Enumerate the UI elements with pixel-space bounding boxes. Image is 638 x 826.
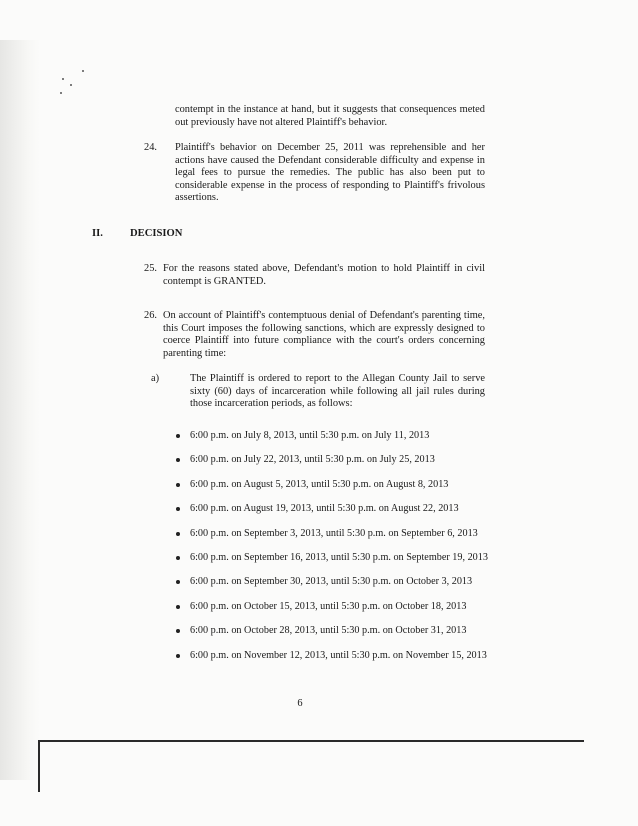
bullet-icon [176, 654, 180, 658]
schedule-item: 6:00 p.m. on November 12, 2013, until 5:30 p.m. on November 15, 2013 [190, 649, 487, 661]
section-heading: DECISION [130, 228, 183, 239]
paragraph-26-number: 26. [144, 310, 157, 321]
subparagraph-a-label: a) [151, 373, 160, 384]
footer-rule-tick [38, 740, 40, 792]
bullet-icon [176, 556, 180, 560]
paragraph-25-text: For the reasons stated above, Defendant's motion to hold Plaintiff in civil contempt is GRANTED. [163, 263, 485, 287]
bullet-icon [176, 629, 180, 633]
scan-speck [60, 92, 62, 94]
schedule-item: 6:00 p.m. on August 5, 2013, until 5:30 p.m. on August 8, 2013 [190, 478, 449, 490]
bullet-icon [176, 458, 180, 462]
paragraph-24-text: Plaintiff's behavior on December 25, 2011 was reprehensible and her actions have caused the Defendant considerable difficulty and expense in legal fees to pursue the remedies. The public has also been put to considerable expense in the process of responding to Plaintiff's frivolous assertions. [175, 142, 485, 204]
page-number: 6 [297, 698, 303, 709]
scan-speck [70, 84, 72, 86]
paragraph-23-continuation: contempt in the instance at hand, but it suggests that consequences meted out previously have not altered Plaintiff's behavior. [175, 104, 485, 128]
paragraph-24-number: 24. [144, 142, 157, 153]
scan-speck [82, 70, 84, 72]
schedule-item: 6:00 p.m. on September 3, 2013, until 5:30 p.m. on September 6, 2013 [190, 527, 478, 539]
schedule-item: 6:00 p.m. on August 19, 2013, until 5:30 p.m. on August 22, 2013 [190, 503, 459, 515]
paragraph-26-text: On account of Plaintiff's contemptuous denial of Defendant's parenting time, this Court imposes the following sanctions, which are expressly designed to coerce Plaintiff into future compliance with the court's orders concerning parenting time: [163, 310, 485, 359]
bullet-icon [176, 483, 180, 487]
schedule-item: 6:00 p.m. on September 16, 2013, until 5:30 p.m. on September 19, 2013 [190, 552, 488, 563]
bullet-icon [176, 532, 180, 536]
schedule-item: 6:00 p.m. on July 8, 2013, until 5:30 p.m. on July 11, 2013 [190, 430, 430, 441]
schedule-item: 6:00 p.m. on October 15, 2013, until 5:30 p.m. on October 18, 2013 [190, 600, 467, 612]
schedule-item: 6:00 p.m. on October 28, 2013, until 5:30 p.m. on October 31, 2013 [190, 625, 467, 637]
subparagraph-a-text: The Plaintiff is ordered to report to the Allegan County Jail to serve sixty (60) days of incarceration while following all jail rules during those incarceration periods, as follows: [190, 373, 485, 410]
schedule-item: 6:00 p.m. on September 30, 2013, until 5:30 p.m. on October 3, 2013 [190, 576, 473, 588]
bullet-icon [176, 507, 180, 511]
scan-shadow [0, 40, 40, 780]
schedule-item: 6:00 p.m. on July 22, 2013, until 5:30 p.m. on July 25, 2013 [190, 454, 435, 466]
scan-speck [62, 78, 64, 80]
section-number: II. [92, 228, 103, 239]
bullet-icon [176, 434, 180, 438]
footer-rule [38, 740, 584, 742]
bullet-icon [176, 605, 180, 609]
paragraph-25-number: 25. [144, 263, 157, 274]
bullet-icon [176, 580, 180, 584]
